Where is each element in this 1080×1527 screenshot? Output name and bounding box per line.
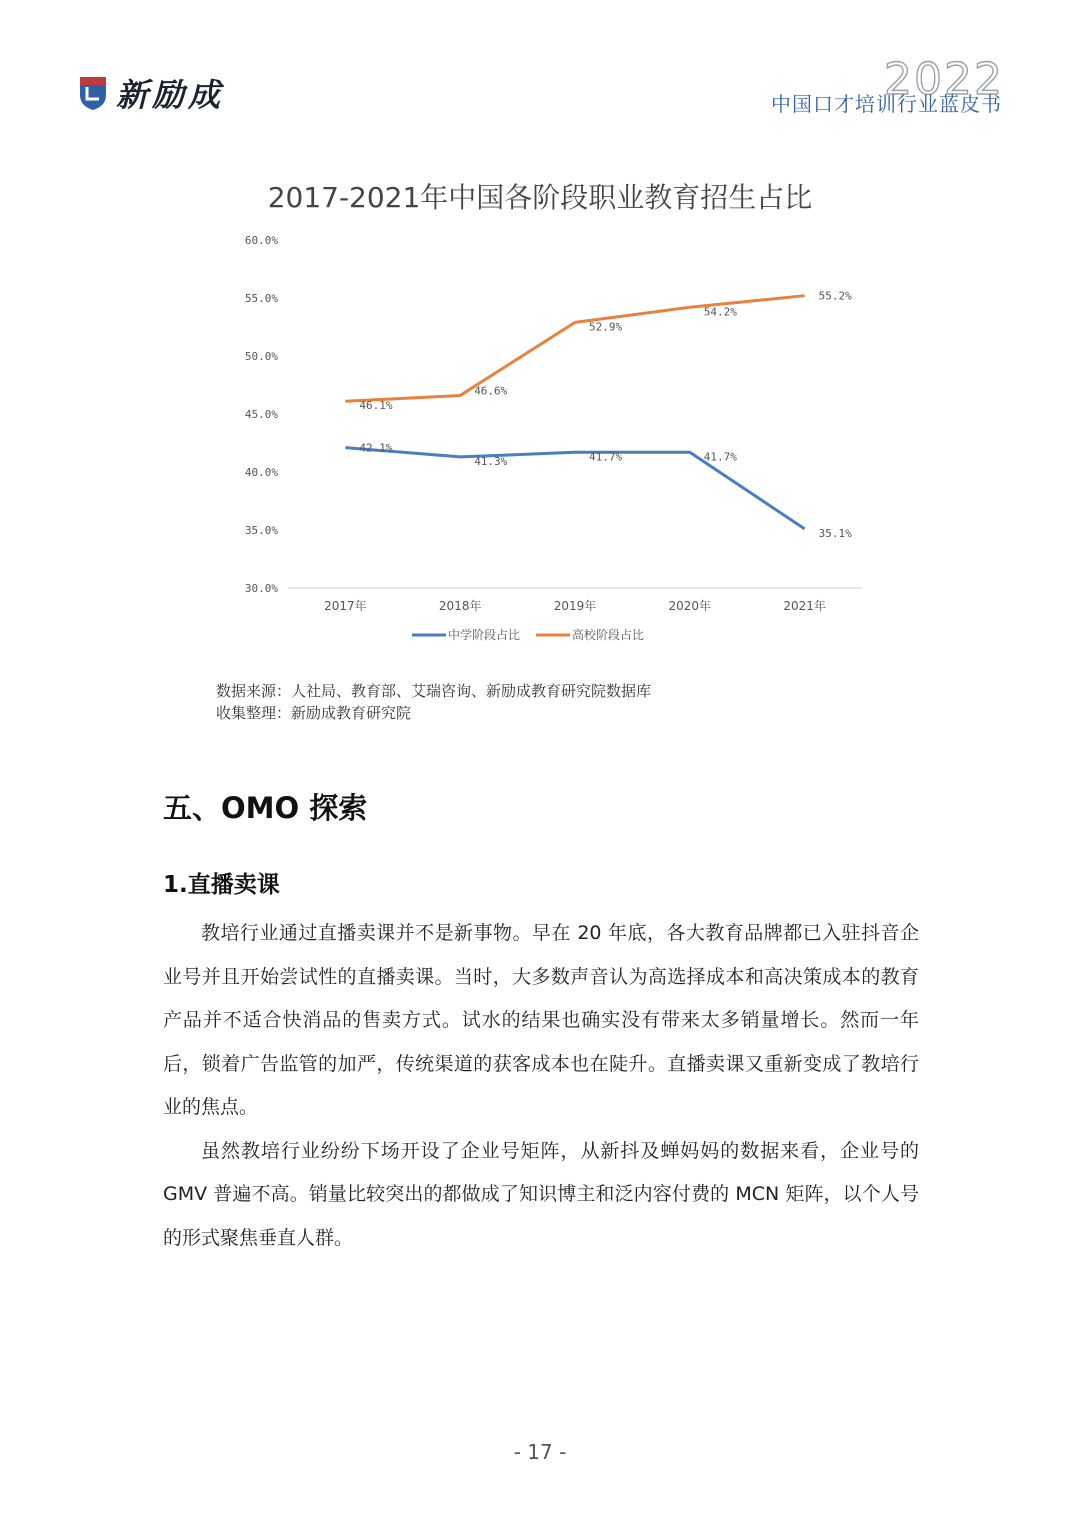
section-heading: 五、OMO 探索 — [163, 791, 368, 825]
data-label: 55.2% — [818, 289, 852, 303]
y-tick-label: 45.0% — [244, 408, 278, 421]
x-tick-label: 2017年 — [324, 599, 367, 613]
paragraph: 虽然教培行业纷纷下场开设了企业号矩阵，从新抖及蝉妈妈的数据来看，企业号的 GMV 普遍不高。销量比较突出的都做成了知识博主和泛内容付费的 MCN 矩阵，以个人号的形式聚焦垂直人群。 — [163, 1139, 919, 1249]
legend-label: 中学阶段占比 — [448, 628, 521, 642]
x-tick-label: 2018年 — [438, 599, 482, 613]
data-label: 42.1% — [359, 441, 393, 455]
book-title: 中国口才培训行业蓝皮书 — [771, 92, 1002, 116]
data-label: 54.2% — [703, 305, 737, 319]
logo-text: 新励成 — [116, 76, 225, 114]
data-label: 46.6% — [474, 384, 508, 398]
page-header — [0, 0, 1080, 140]
line-chart — [200, 160, 880, 660]
subsection-heading: 1.直播卖课 — [163, 872, 280, 898]
x-tick-label: 2021年 — [783, 599, 826, 613]
data-label: 35.1% — [818, 526, 852, 540]
x-tick-label: 2019年 — [553, 599, 597, 613]
report-year: 2022 — [884, 54, 1004, 105]
y-tick-label: 55.0% — [244, 292, 278, 305]
chart-title: 2017-2021年中国各阶段职业教育招生占比 — [267, 181, 813, 214]
y-tick-label: 50.0% — [244, 350, 278, 363]
data-label: 41.3% — [474, 454, 508, 468]
data-label: 46.1% — [359, 399, 393, 413]
y-tick-label: 60.0% — [244, 234, 278, 247]
source-line-1: 数据来源：人社局、教育部、艾瑞咨询、新励成教育研究院数据库 — [216, 682, 652, 700]
page-number: - 17 - — [513, 1440, 567, 1464]
paragraph: 教培行业通过直播卖课并不是新事物。早在 20 年底，各大教育品牌都已入驻抖音企业号并且开始尝试性的直播卖课。当时，大多数声音认为高选择成本和高决策成本的教育产品并不适合快消品的售卖方式。试水的结果也确实没有带来太多销量增长。然而一年后，锁着广告监管的加严，传统渠道的获客成本也在陡升。直播卖课又重新变成了教培行业的焦点。 — [163, 922, 919, 1118]
data-label: 52.9% — [589, 320, 623, 334]
data-label: 41.7% — [703, 450, 737, 464]
source-line-2: 收集整理：新励成教育研究院 — [216, 704, 412, 722]
legend-label: 高校阶段占比 — [572, 628, 645, 642]
brand-logo — [78, 70, 224, 116]
data-label: 41.7% — [589, 450, 623, 464]
body-text — [163, 912, 919, 1260]
x-tick-label: 2020年 — [668, 599, 712, 613]
y-tick-label: 40.0% — [244, 466, 278, 479]
data-source — [216, 680, 651, 724]
y-tick-label: 35.0% — [244, 524, 278, 537]
y-tick-label: 30.0% — [244, 582, 278, 595]
shield-logo-icon — [78, 75, 108, 111]
chart-canvas — [200, 160, 880, 660]
